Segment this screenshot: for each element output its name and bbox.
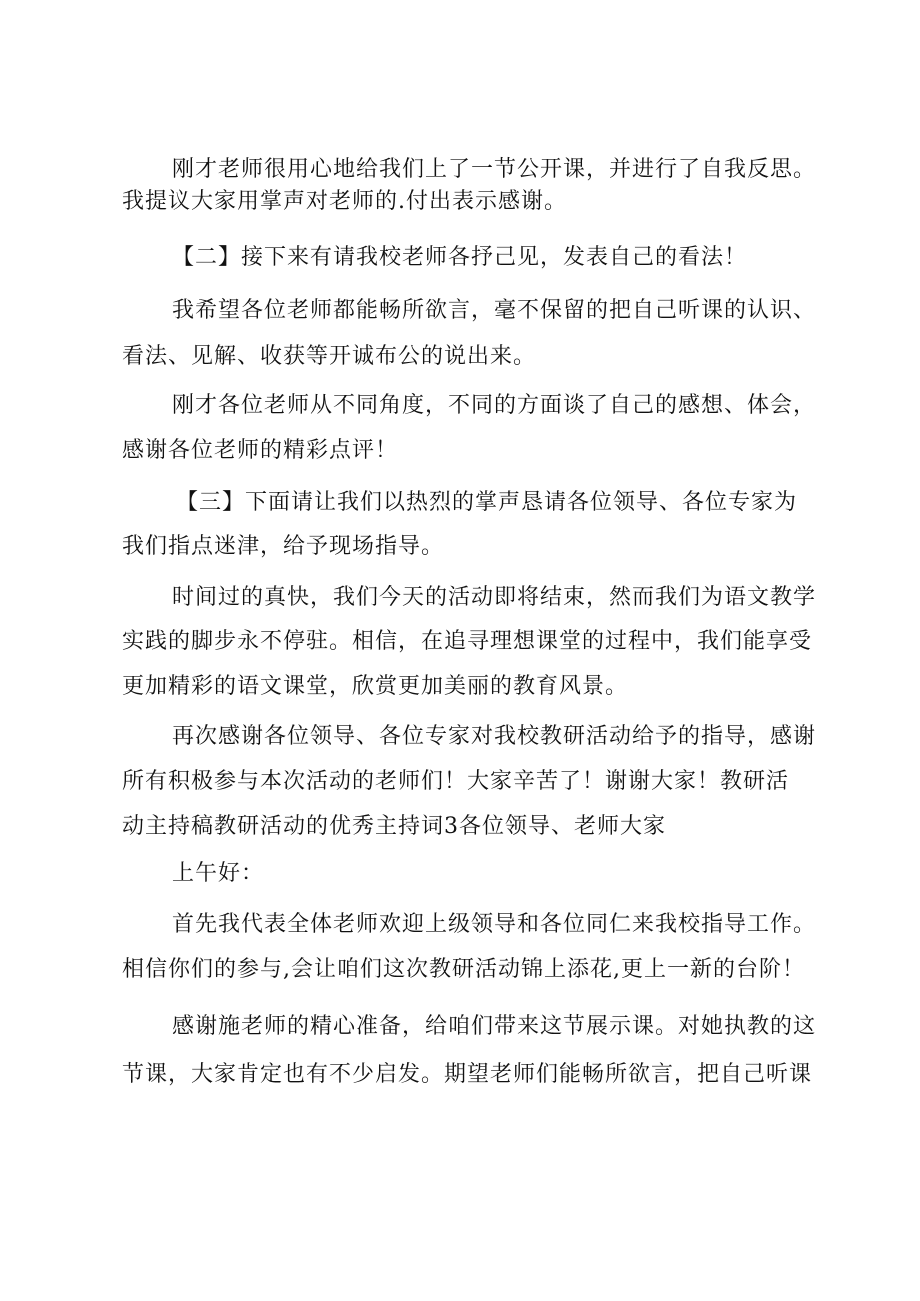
text-line: 上午好：	[172, 861, 265, 886]
text-line: 再次感谢各位领导、各位专家对我校教研活动给予的指导，感谢	[172, 724, 817, 749]
text-line: 感谢各位老师的精彩点评！	[122, 438, 399, 463]
text-line: 刚才各位老师从不同角度，不同的方面谈了自己的感想、体会，	[172, 393, 817, 418]
text-line: 我们指点迷津，给予现场指导。	[122, 534, 445, 559]
text-line: 我希望各位老师都能畅所欲言，毫不保留的把自己听课的认识、	[172, 298, 817, 323]
text-line: 所有积极参与本次活动的老师们！大家辛苦了！谢谢大家！教研活	[122, 769, 790, 794]
text-line: 我提议大家用掌声对老师的.付出表示感谢。	[122, 189, 567, 214]
text-line: 时间过的真快，我们今天的活动即将结束，然而我们为语文教学	[172, 585, 817, 610]
text-line: 感谢施老师的精心准备，给咱们带来这节展示课。对她执教的这	[172, 1014, 817, 1039]
text-line: 首先我代表全体老师欢迎上级领导和各位同仁来我校指导工作。	[172, 912, 817, 937]
text-line: 实践的脚步永不停驻。相信，在追寻理想课堂的过程中，我们能享受	[122, 629, 813, 654]
text-line: 动主持稿教研活动的优秀主持词3各位领导、老师大家	[122, 814, 666, 839]
text-line: 【二】接下来有请我校老师各抒己见，发表自己的看法！	[172, 245, 748, 270]
text-line: 更加精彩的语文课堂，欣赏更加美丽的教育风景。	[122, 674, 629, 699]
text-line: 相信你们的参与,会让咱们这次教研活动锦上添花,更上一新的台阶！	[122, 957, 805, 982]
text-line: 看法、见解、收获等开诚布公的说出来。	[122, 344, 537, 369]
text-line: 刚才老师很用心地给我们上了一节公开课，并进行了自我反思。	[172, 157, 817, 182]
text-line: 节课，大家肯定也有不少启发。期望老师们能畅所欲言，把自己听课	[122, 1062, 813, 1087]
text-line: 【三】下面请让我们以热烈的掌声恳请各位领导、各位专家为	[176, 490, 798, 515]
